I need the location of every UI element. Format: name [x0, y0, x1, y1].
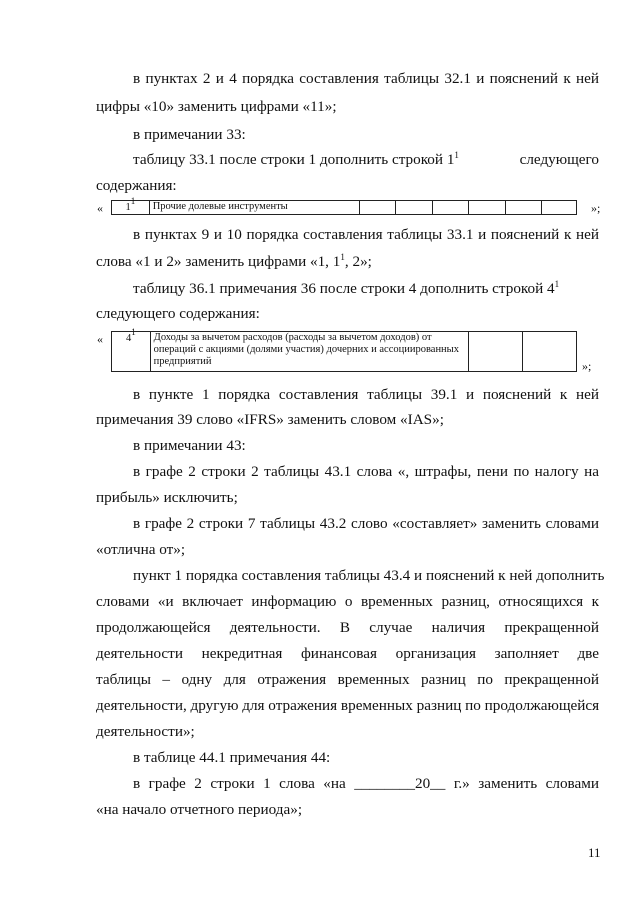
- text-run-a: слова «1 и 2» заменить цифрами «1, 1: [96, 253, 341, 270]
- superscript: 1: [454, 150, 459, 160]
- paragraph-line: примечания 39 слово «IFRS» заменить словом «IAS»;: [96, 411, 444, 428]
- page-number: 11: [588, 845, 601, 860]
- paragraph-line: «отлична от»;: [96, 541, 186, 558]
- paragraph-line: в примечании 43:: [133, 437, 246, 454]
- table-cell-text: Доходы за вычетом расходов (расходы за вычетом доходов) от операций с акциями (долями участия) дочерних и ассоциированных предприятий: [150, 332, 468, 372]
- paragraph-line: продолжающейся деятельности. В случае наличия прекращенной: [96, 619, 599, 636]
- table-cell-number: [112, 196, 150, 215]
- table-cell-text: Прочие долевые инструменты: [149, 201, 359, 215]
- close-quote: »;: [582, 359, 592, 373]
- text-run-a: таблицу 33.1 после строки 1 дополнить строкой 1: [133, 151, 455, 168]
- paragraph-line: таблицы – одну для отражения временных разниц по прекращенной: [96, 671, 599, 688]
- paragraph-line: [133, 280, 599, 298]
- text-run-b: , 2»;: [344, 253, 372, 270]
- paragraph-line: [133, 151, 599, 169]
- paragraph-line: в пункте 1 порядка составления таблицы 39.1 и пояснений к ней: [133, 386, 599, 403]
- table-cell: [505, 201, 542, 215]
- text-run-a: таблицу 36.1 примечания 36 после строки 4 дополнить строкой 4: [133, 280, 555, 297]
- open-quote: «: [97, 332, 103, 346]
- table-cell: [432, 201, 469, 215]
- paragraph-line: «на начало отчетного периода»;: [96, 801, 303, 818]
- table-cell: [523, 332, 577, 372]
- superscript: 1: [130, 196, 136, 206]
- close-quote: »;: [591, 201, 601, 215]
- paragraph-line: в графе 2 строки 1 слова «на ________20__ г.» заменить словами: [133, 775, 599, 792]
- paragraph-line: [96, 253, 372, 271]
- inserted-table-row: [111, 196, 577, 215]
- paragraph-line: деятельности некредитная финансовая организация заполняет две: [96, 645, 599, 662]
- paragraph-line: в пунктах 2 и 4 порядка составления таблицы 32.1 и пояснений к ней: [133, 70, 599, 87]
- paragraph-line: следующего содержания:: [96, 305, 260, 322]
- table-cell: [469, 201, 506, 215]
- superscript: 1: [131, 327, 136, 337]
- row-number: 1: [125, 202, 131, 213]
- paragraph-line: пункт 1 порядка составления таблицы 43.4 и пояснений к ней дополнить: [133, 567, 605, 584]
- text-run: [133, 280, 559, 298]
- table-cell: [396, 201, 433, 215]
- paragraph-line: в примечании 33:: [133, 126, 246, 143]
- paragraph-line: в графе 2 строки 2 таблицы 43.1 слова «, штрафы, пени по налогу на: [133, 463, 599, 480]
- text-run: [133, 151, 459, 169]
- superscript: 1: [554, 279, 560, 289]
- table-cell: [469, 332, 523, 372]
- paragraph-line: прибыль» исключить;: [96, 489, 238, 506]
- paragraph-line: словами «и включает информацию о временных разниц, относящихся к: [96, 593, 599, 610]
- row-number: 4: [125, 333, 132, 344]
- text-run-b: следующего: [519, 151, 599, 168]
- paragraph-line: в таблице 44.1 примечания 44:: [133, 749, 331, 766]
- paragraph-line: цифры «10» заменить цифрами «11»;: [96, 98, 337, 115]
- table-cell: [359, 201, 396, 215]
- paragraph-line: содержания:: [96, 177, 177, 194]
- paragraph-line: в пунктах 9 и 10 порядка составления таблицы 33.1 и пояснений к ней: [133, 226, 599, 243]
- paragraph-line: деятельности, другую для отражения временных разниц по продолжающейся: [96, 697, 600, 714]
- open-quote: «: [97, 201, 103, 215]
- table-cell-number: [112, 327, 151, 372]
- superscript: 1: [340, 252, 345, 262]
- inserted-table-row: [111, 327, 577, 372]
- paragraph-line: деятельности»;: [96, 723, 195, 740]
- paragraph-line: в графе 2 строки 7 таблицы 43.2 слово «составляет» заменить словами: [133, 515, 599, 532]
- table-cell: [542, 201, 577, 215]
